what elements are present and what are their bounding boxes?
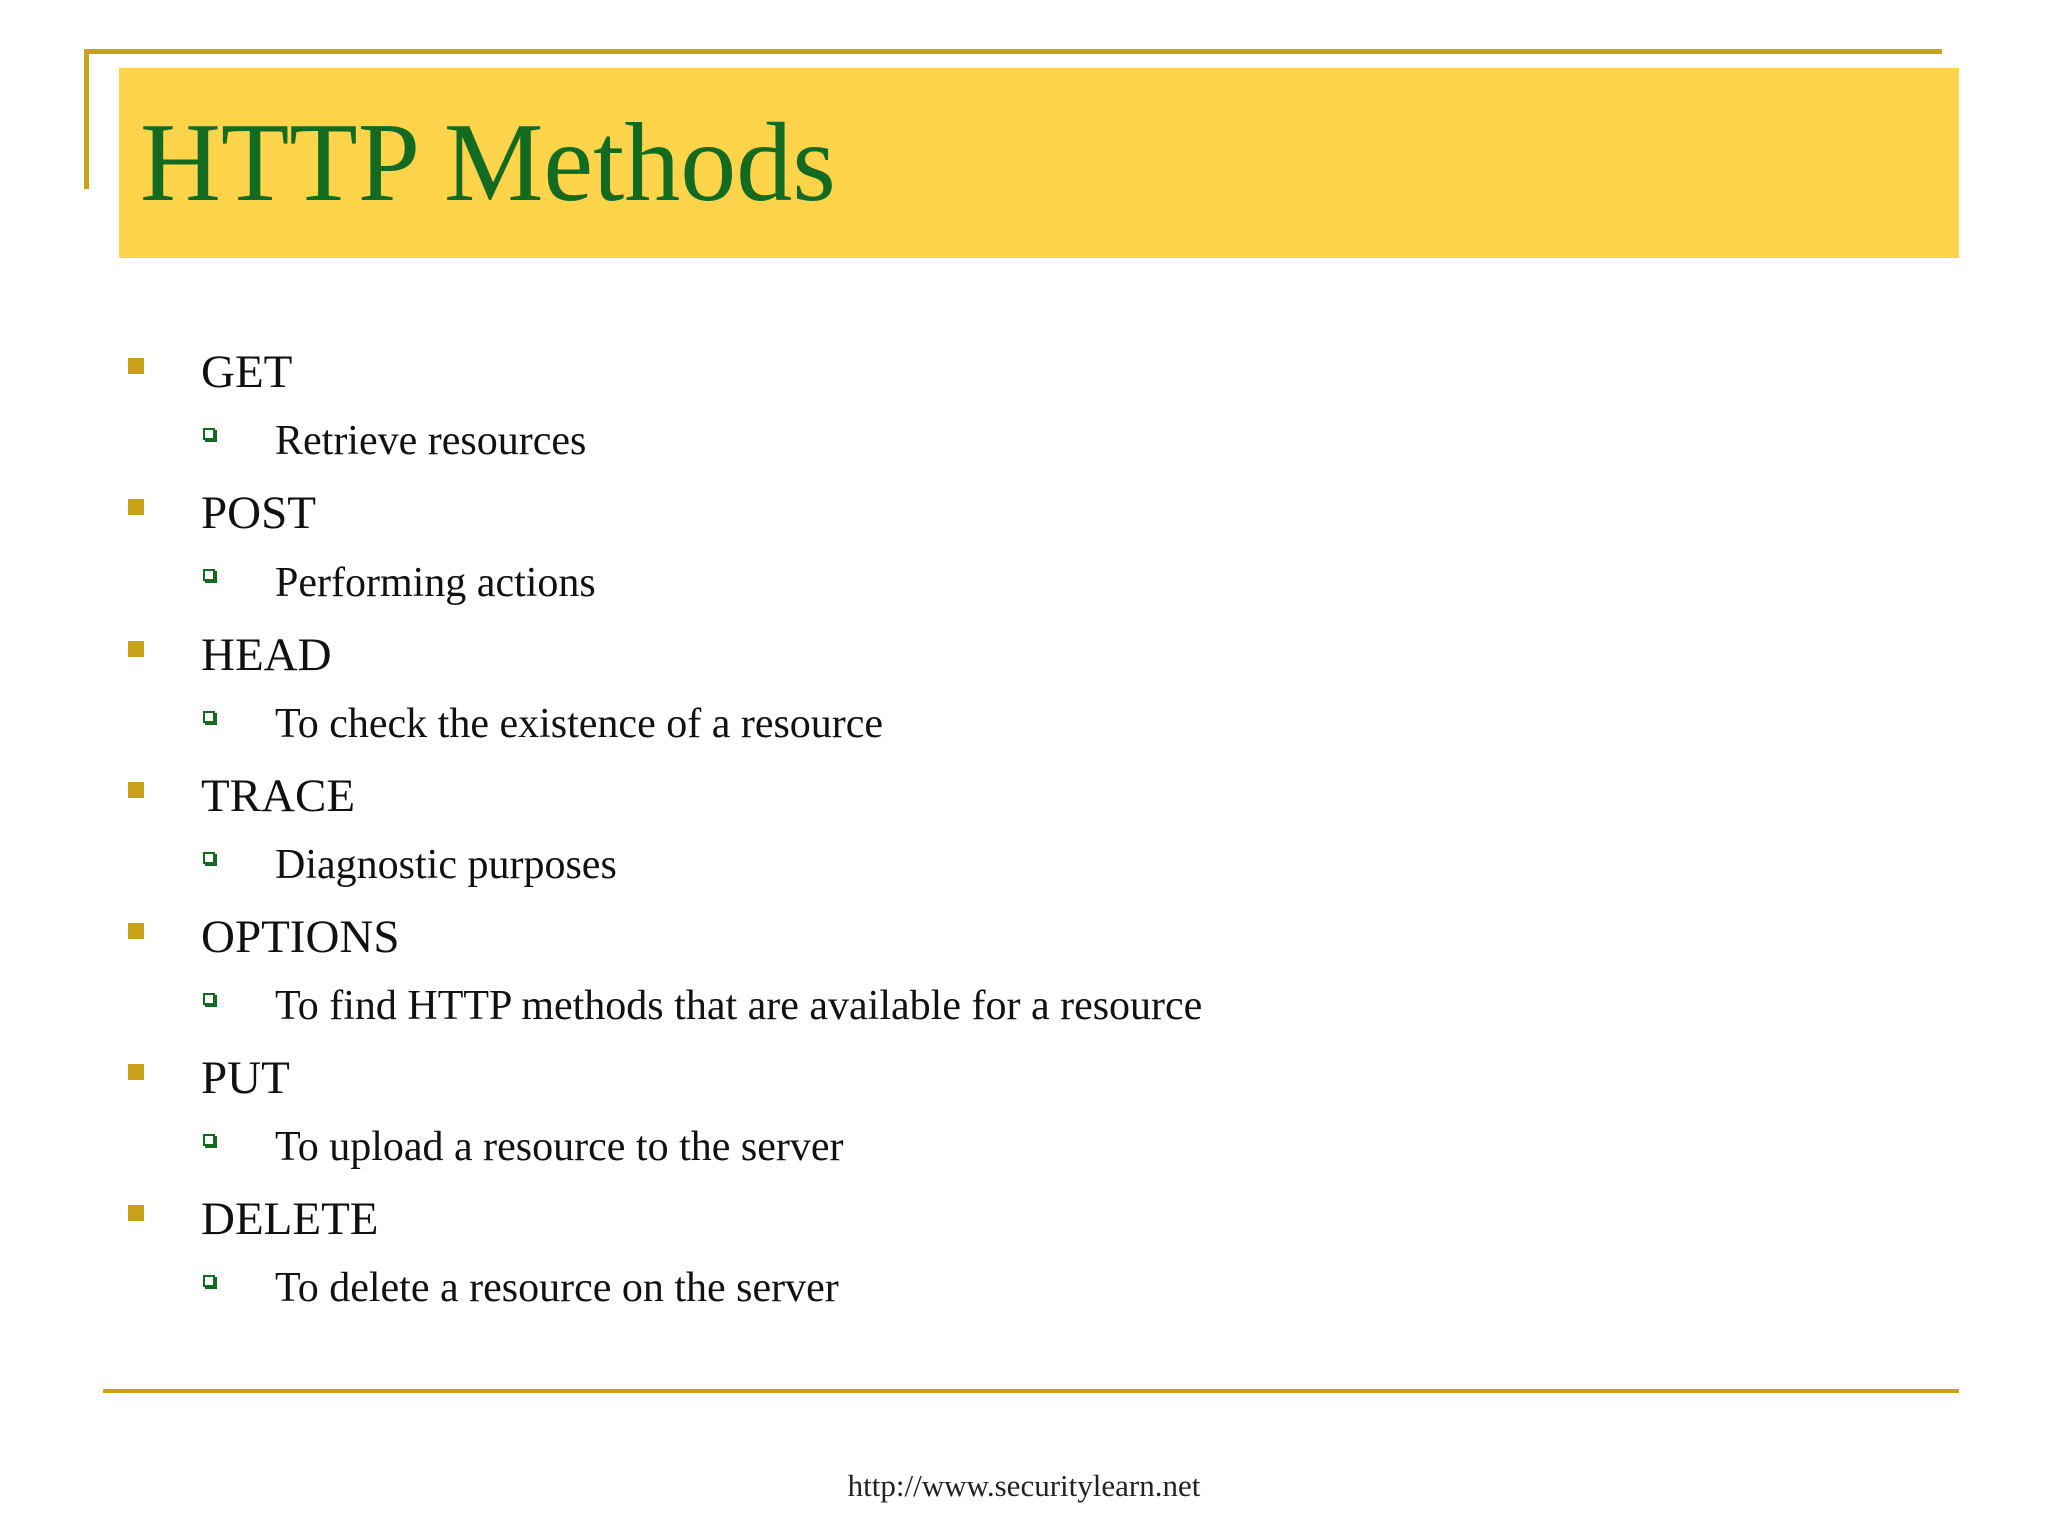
hollow-square-bullet-icon [203,711,215,723]
square-bullet-icon [128,782,144,798]
method-item-get: GET [201,346,293,398]
method-description: To check the existence of a resource [275,701,884,747]
square-bullet-icon [128,358,144,374]
hollow-square-bullet-icon [203,428,215,440]
square-bullet-icon [128,1064,144,1080]
square-bullet-icon [128,923,144,939]
method-description: Retrieve resources [275,418,587,464]
method-item-put: PUT [201,1052,290,1104]
method-item-post: POST [201,487,316,539]
footer-divider [103,1389,1959,1393]
square-bullet-icon [128,641,144,657]
hollow-square-bullet-icon [203,993,215,1005]
method-description: To upload a resource to the server [275,1124,844,1170]
hollow-square-bullet-icon [203,569,215,581]
method-description: Diagnostic purposes [275,842,617,888]
square-bullet-icon [128,499,144,515]
method-item-trace: TRACE [201,770,356,822]
method-description: To find HTTP methods that are available for a resource [275,983,1203,1029]
method-item-delete: DELETE [201,1193,379,1245]
method-item-head: HEAD [201,629,332,681]
footer-url: http://www.securitylearn.net [847,1468,1201,1503]
method-description: Performing actions [275,560,596,606]
method-description: To delete a resource on the server [275,1265,839,1311]
hollow-square-bullet-icon [203,1134,215,1146]
hollow-square-bullet-icon [203,1275,215,1287]
method-item-options: OPTIONS [201,911,400,963]
slide-title: HTTP Methods [140,101,836,225]
square-bullet-icon [128,1205,144,1221]
hollow-square-bullet-icon [203,852,215,864]
